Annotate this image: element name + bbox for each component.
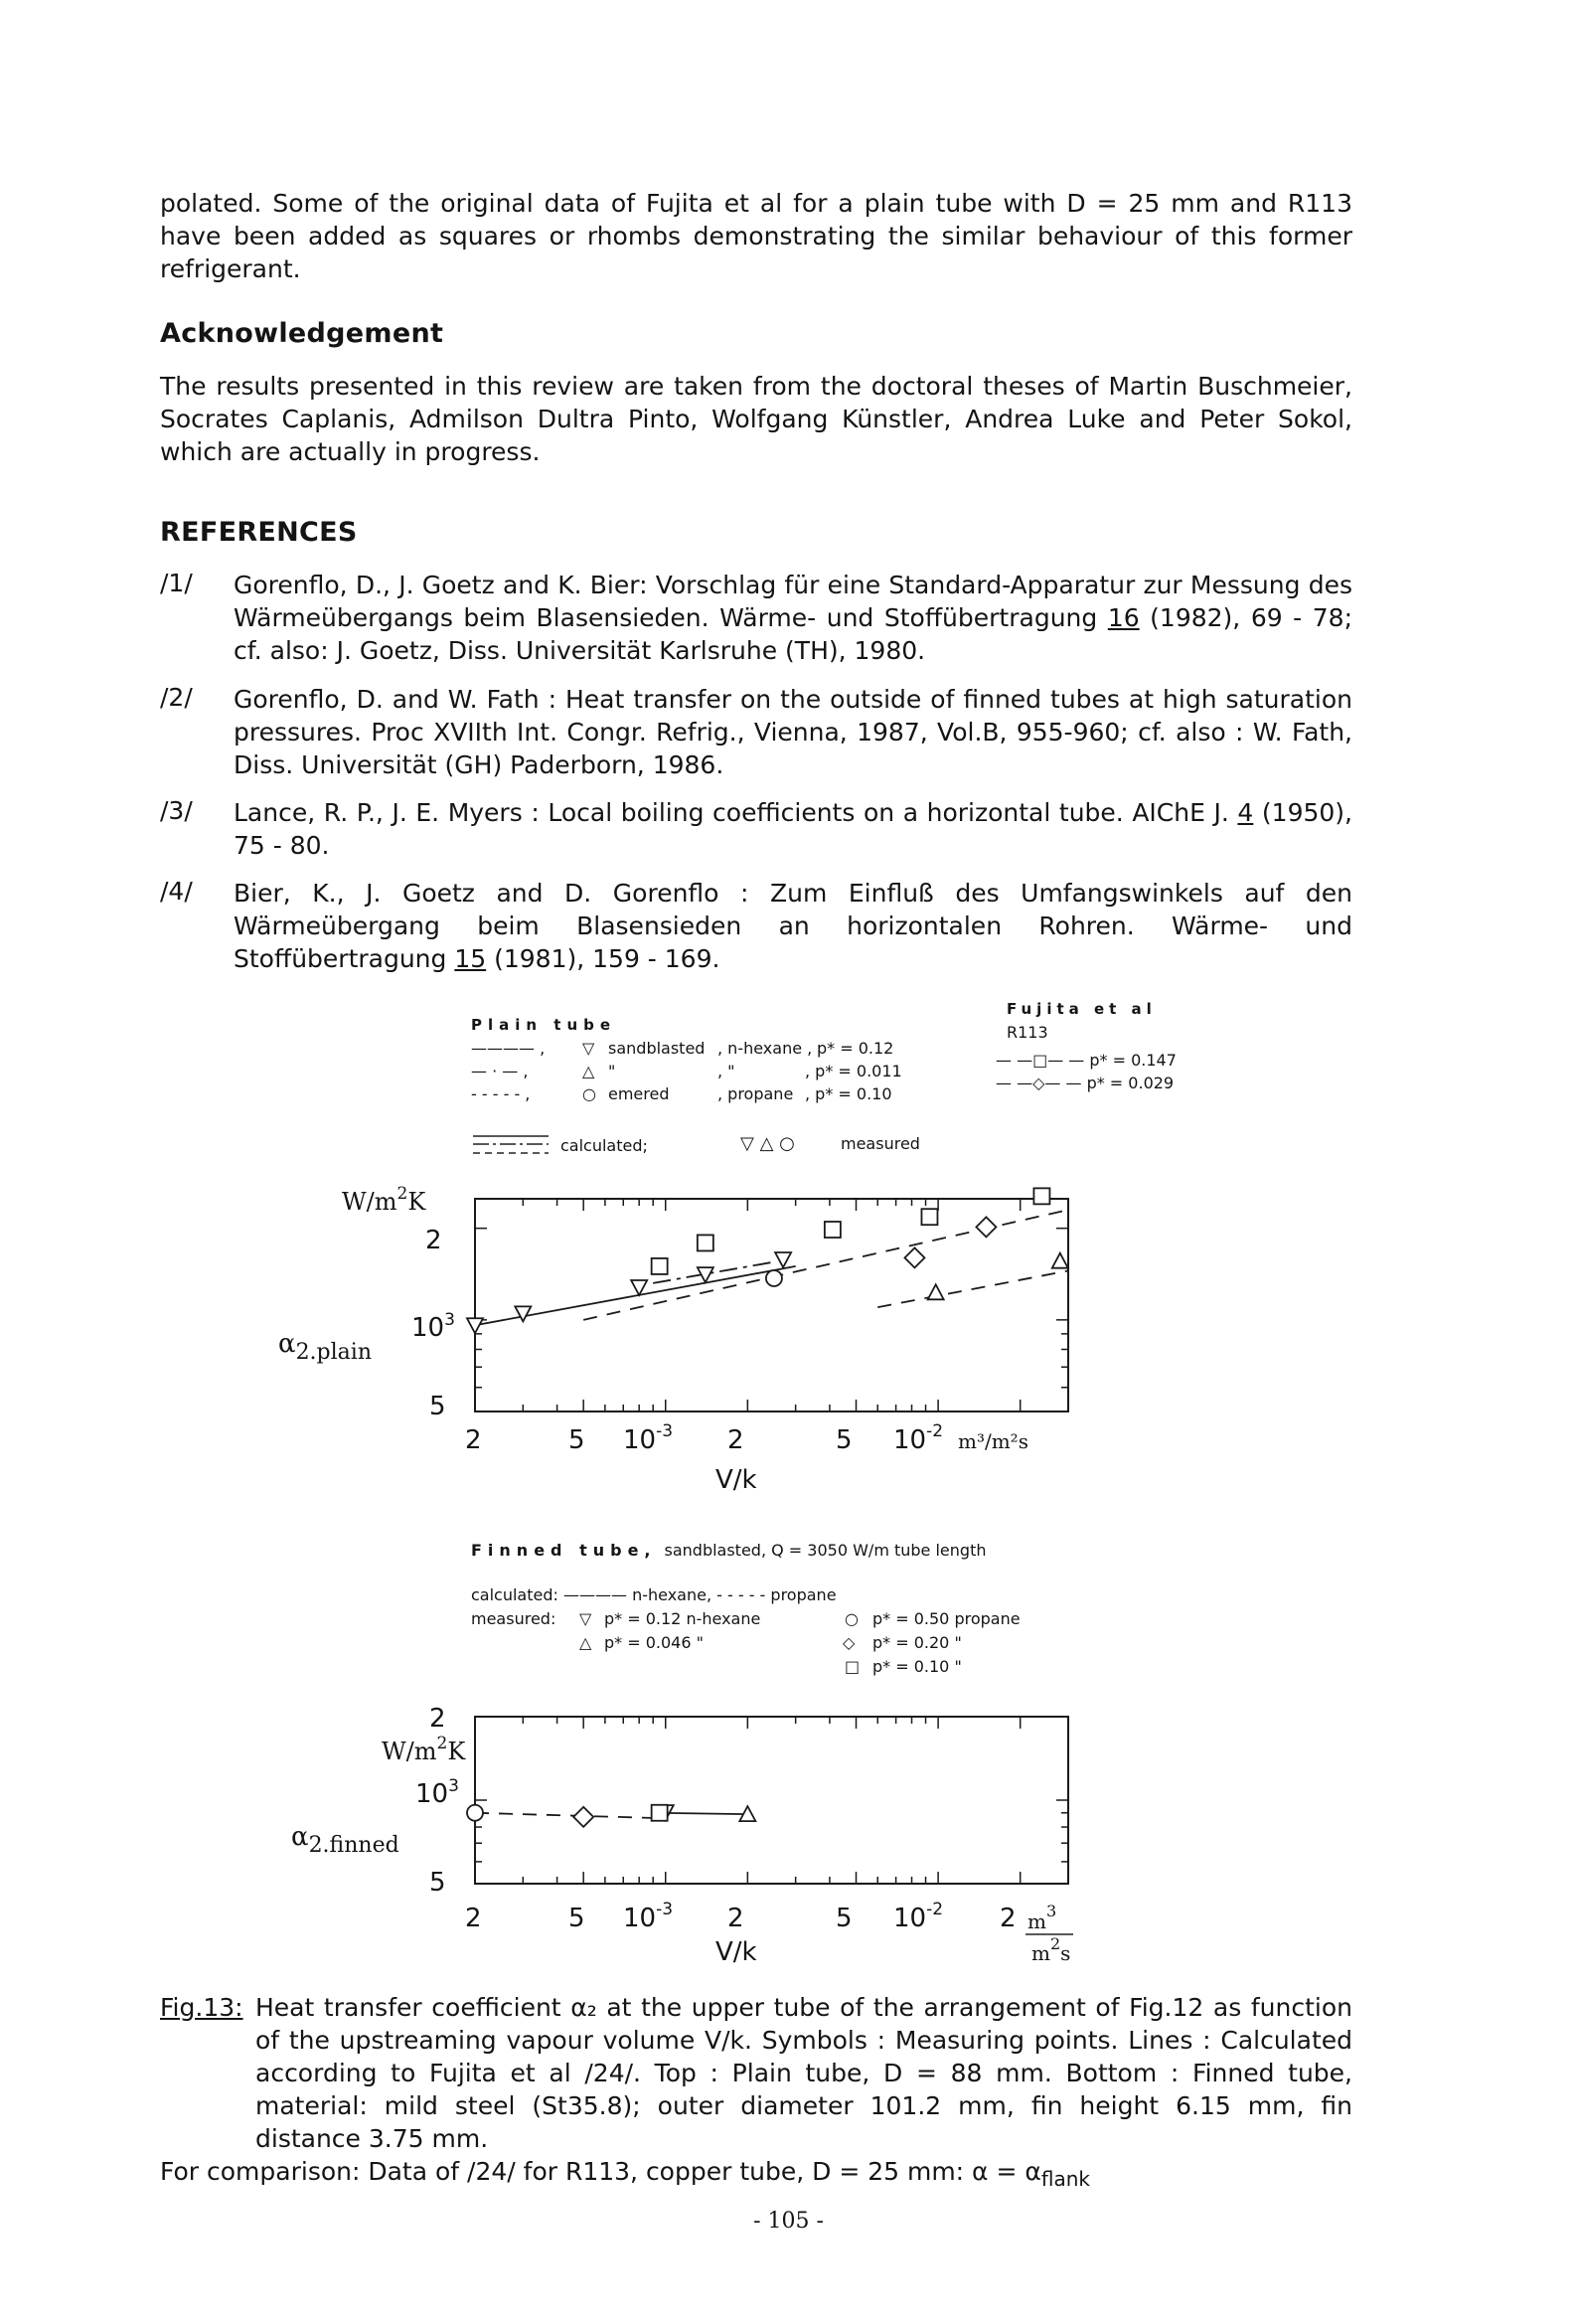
svg-text:p* = 0.10 ": p* = 0.10 " xyxy=(872,1657,962,1676)
reference-text: Bier, K., J. Goetz and D. Gorenflo : Zum Einfluß des Umfangswinkels auf den Wärmeübergang beim Blasensieden an horizontalen Rohren. Wärme- und Stoffübertragung 15 (1981), 159 - 169. xyxy=(234,879,1352,973)
plain-x-tick: $10^{-3}$ xyxy=(623,1421,674,1455)
caption-comparison: For comparison: Data of /24/ for R113, copper tube, D = 25 mm: $\alpha = \alpha_{flank}$ xyxy=(160,2157,1090,2191)
plain-legend-rows xyxy=(471,1039,902,1103)
svg-text:○: ○ xyxy=(845,1609,859,1628)
plain-legend-title: Plain tube xyxy=(471,1016,617,1034)
plain-x-tick: 2 xyxy=(465,1425,482,1455)
reference-1 xyxy=(160,569,1352,668)
finned-y-tick: $10^3$ xyxy=(415,1776,459,1809)
finned-x-tick: 2 xyxy=(727,1904,744,1933)
marker-square xyxy=(698,1235,713,1250)
svg-text:- - - - - ,: - - - - - , xyxy=(471,1084,531,1103)
plain-y-unit: $W/m^2K$ xyxy=(342,1184,426,1216)
finned-x-ticklabels xyxy=(465,1900,1017,1933)
reference-text: Lance, R. P., J. E. Myers : Local boiling coefficients on a horizontal tube. AIChE J. 4 (1950), 75 - 80. xyxy=(234,798,1352,860)
svg-text:p* = 0.50 propane: p* = 0.50 propane xyxy=(872,1609,1021,1628)
reference-text: Gorenflo, D., J. Goetz and K. Bier: Vorschlag für eine Standard-Apparatur zur Messung des Wärmeübergangs beim Blasensieden. Wärme- und Stoffübertragung 16 (1982), 69 - 78; cf. also: J. Goetz, Diss. Universität Karlsruhe (TH), 1980. xyxy=(234,571,1352,665)
svg-text:□: □ xyxy=(845,1657,861,1676)
svg-text:△: △ xyxy=(582,1062,595,1080)
finned-plot xyxy=(467,1717,1068,1884)
reference-number: /3/ xyxy=(160,796,193,825)
finned-measured-label: measured: xyxy=(471,1609,556,1628)
reference-2 xyxy=(160,683,1352,782)
marker-circle xyxy=(766,1270,782,1286)
references-heading: REFERENCES xyxy=(160,517,358,548)
svg-text:p* = 0.12 n-hexane: p* = 0.12 n-hexane xyxy=(604,1609,761,1628)
svg-text:p* = 0.046 ": p* = 0.046 " xyxy=(604,1633,704,1652)
marker-diamond xyxy=(976,1217,996,1237)
marker-square xyxy=(1033,1188,1049,1204)
fujita-row: — —◇— — p* = 0.029 xyxy=(996,1074,1175,1092)
finned-x-tick: 5 xyxy=(836,1904,853,1933)
marker-triangle-down xyxy=(515,1306,531,1321)
finned-x-unit xyxy=(1025,1902,1073,1965)
finned-calculated-line: calculated: ———— n-hexane, - - - - - propane xyxy=(471,1585,837,1604)
plain-y-tick: 5 xyxy=(429,1392,446,1421)
svg-text:○: ○ xyxy=(582,1084,596,1103)
finned-y-tick: 5 xyxy=(429,1868,446,1898)
figure-plain-tube xyxy=(0,984,1577,1541)
measured-label: measured xyxy=(841,1134,920,1153)
marker-diamond xyxy=(573,1807,593,1827)
marker-diamond xyxy=(904,1247,924,1267)
svg-text:, ": , " xyxy=(717,1062,735,1080)
finned-y-tick: 2 xyxy=(429,1704,446,1734)
finned-x-tick: 2 xyxy=(465,1904,482,1933)
svg-text:m3: $m^3$ xyxy=(1027,1902,1057,1933)
plain-x-tick: 2 xyxy=(727,1425,744,1455)
svg-text:— · — ,: — · — , xyxy=(471,1062,529,1080)
reference-4 xyxy=(160,877,1352,976)
marker-square xyxy=(652,1258,668,1274)
svg-text:◇: ◇ xyxy=(843,1633,856,1652)
finned-y-unit: $W/m^2K$ xyxy=(382,1734,466,1765)
svg-text:, propane: , propane xyxy=(717,1084,794,1103)
reference-3 xyxy=(160,796,1352,866)
marker-square xyxy=(652,1805,668,1821)
plain-x-tick: 5 xyxy=(836,1425,853,1455)
reference-number: /1/ xyxy=(160,569,193,597)
plain-x-ticklabels xyxy=(465,1421,943,1455)
finned-x-title: V/k xyxy=(715,1937,757,1967)
svg-text:, p* = 0.011: , p* = 0.011 xyxy=(805,1062,902,1080)
marker-circle xyxy=(467,1805,483,1821)
marker-square xyxy=(921,1209,937,1225)
finned-x-tick: 2 xyxy=(1000,1904,1017,1933)
svg-text:△: △ xyxy=(579,1633,592,1652)
marker-triangle-down xyxy=(775,1252,791,1267)
calculated-label: calculated; xyxy=(560,1136,648,1155)
finned-x-tick: $10^{-2}$ xyxy=(893,1900,944,1933)
acknowledgement-text: The results presented in this review are taken from the doctoral theses of Martin Buschmeier, Socrates Caplanis, Admilson Dultra Pinto, Wolfgang Künstler, Andrea Luke and Peter Sokol, which are actually in progress. xyxy=(160,372,1352,466)
marker-triangle-up xyxy=(928,1284,944,1299)
plain-x-unit: m³/m²s xyxy=(958,1429,1028,1453)
plain-x-tick: 5 xyxy=(568,1425,585,1455)
fujita-row: — —□— — p* = 0.147 xyxy=(996,1051,1177,1070)
svg-text:, p* = 0.10: , p* = 0.10 xyxy=(805,1084,892,1103)
measured-symbols: ▽ △ ○ xyxy=(740,1133,795,1154)
axis-ticks xyxy=(475,1717,1068,1884)
marker-triangle-down xyxy=(631,1280,647,1295)
plain-x-title: V/k xyxy=(715,1465,757,1495)
marker-triangle-down xyxy=(467,1318,483,1333)
svg-text:sandblasted: sandblasted xyxy=(608,1039,706,1058)
finned-measured-rows xyxy=(579,1609,1021,1676)
plain-y-tick: 2 xyxy=(425,1226,442,1255)
svg-text:▽: ▽ xyxy=(579,1609,592,1628)
finned-y-title: $\alpha_{2.finned}$ xyxy=(291,1822,399,1858)
plot-frame xyxy=(475,1717,1068,1884)
calculated-legend-swatch xyxy=(473,1136,549,1153)
caption-label: Fig.13: xyxy=(160,1993,243,2022)
caption-text: Heat transfer coefficient α₂ at the upper tube of the arrangement of Fig.12 as function of the upstreaming vapour volume V/k. Symbols : Measuring points. Lines : Calculated according to Fujita et al /24/. Top : Plain tube, D = 88 mm. Bottom : Finned tube, material: mild steel (St35.8); outer diameter 101.2 mm, fin height 6.15 mm, fin distance 3.75 mm. xyxy=(255,1993,1352,2153)
svg-text:p* = 0.20 ": p* = 0.20 " xyxy=(872,1633,962,1652)
figure-caption xyxy=(160,1991,1352,2155)
plain-x-tick: $10^{-2}$ xyxy=(893,1421,944,1455)
marker-triangle-up xyxy=(1052,1253,1068,1268)
series-line xyxy=(475,1813,666,1819)
finned-x-tick: 5 xyxy=(568,1904,585,1933)
svg-text:———— ,: ———— , xyxy=(471,1039,546,1058)
svg-text:m2s: $m^2s$ xyxy=(1031,1934,1071,1965)
plain-plot xyxy=(467,1188,1068,1411)
fujita-fluid: R113 xyxy=(1007,1023,1048,1042)
svg-text:p* = 0.12: p* = 0.12 xyxy=(817,1039,894,1058)
svg-text:": " xyxy=(608,1062,616,1080)
page-number: - 105 - xyxy=(753,2209,824,2234)
reference-number: /2/ xyxy=(160,683,193,712)
finned-x-tick: $10^{-3}$ xyxy=(623,1900,674,1933)
svg-text:emered: emered xyxy=(608,1084,670,1103)
svg-text:▽: ▽ xyxy=(582,1039,595,1058)
reference-text: Gorenflo, D. and W. Fath : Heat transfer on the outside of finned tubes at high saturation pressures. Proc XVIIth Int. Congr. Refrig., Vienna, 1987, Vol.B, 955-960; cf. also : W. Fath, Diss. Universität (GH) Paderborn, 1986. xyxy=(234,685,1352,779)
plain-y-title: $\alpha_{2.plain}$ xyxy=(278,1329,372,1365)
intro-paragraph: polated. Some of the original data of Fujita et al for a plain tube with D = 25 mm and R113 have been added as squares or rhombs demonstrating the similar behaviour of this former refrigerant. xyxy=(160,189,1352,283)
finned-legend-title: Finned tube, sandblasted, Q = 3050 W/m tube length xyxy=(471,1541,987,1560)
series-line xyxy=(877,1270,1068,1307)
acknowledgement-heading: Acknowledgement xyxy=(160,318,444,349)
figure-finned-tube xyxy=(0,1541,1577,1998)
svg-text:, n-hexane ,: , n-hexane , xyxy=(717,1039,813,1058)
plain-y-tick: $10^3$ xyxy=(411,1310,455,1343)
fujita-title: Fujita et al xyxy=(1007,1000,1157,1018)
reference-number: /4/ xyxy=(160,877,193,906)
marker-square xyxy=(825,1222,841,1238)
